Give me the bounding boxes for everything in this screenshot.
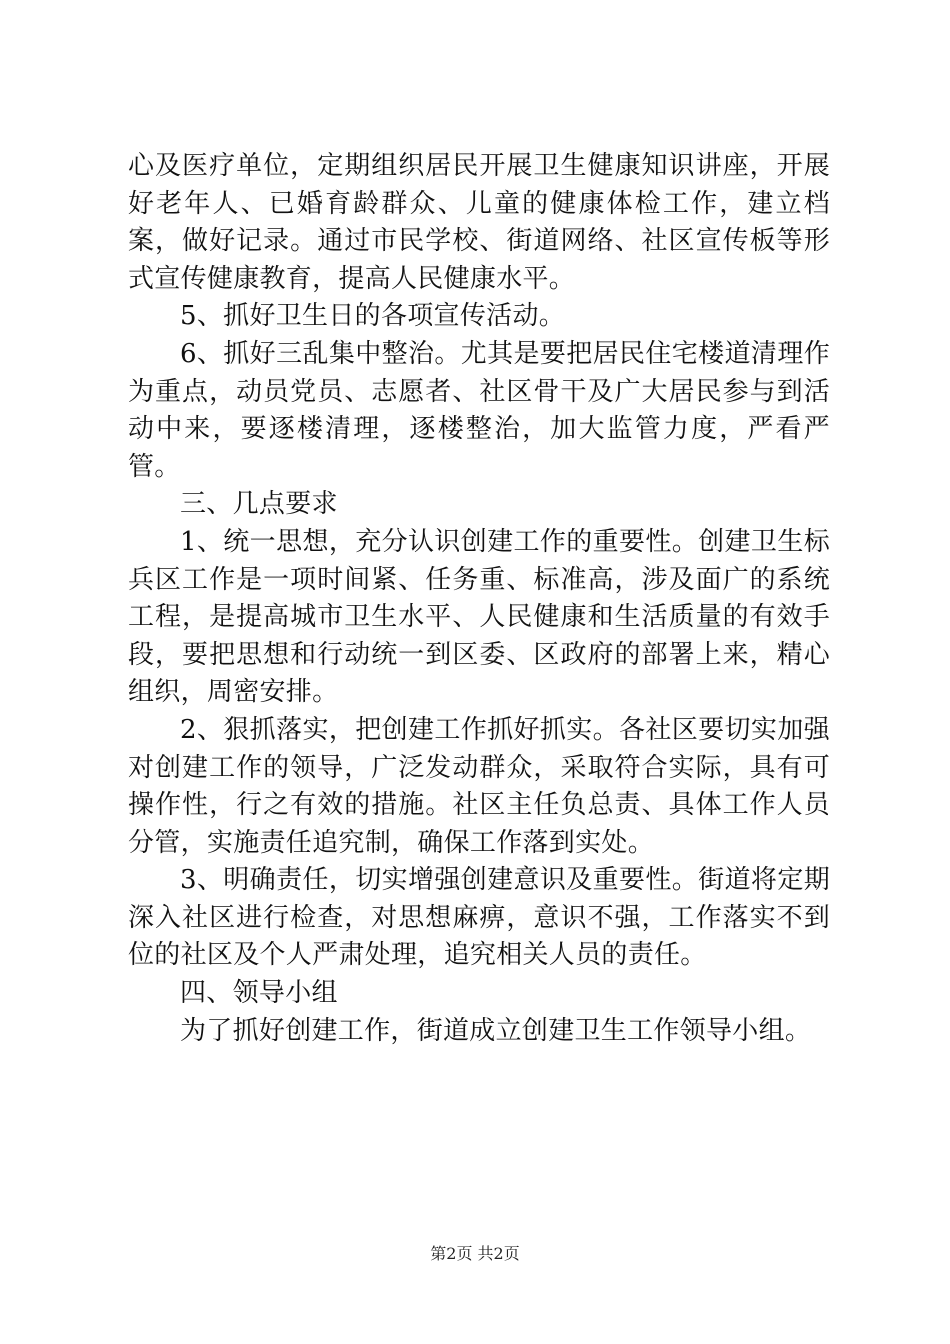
paragraph-requirement-2: 2、狠抓落实，把创建工作抓好抓实。各社区要切实加强对创建工作的领导，广泛发动群众，采取符合实际，具有可操作性，行之有效的措施。社区主任负总责、具体工作人员分管，实施责任追究制，确保工作落到实处。 bbox=[128, 714, 830, 858]
document-body bbox=[128, 148, 830, 1050]
paragraph-requirement-3: 3、明确责任，切实增强创建意识及重要性。街道将定期深入社区进行检查，对思想麻痹，意识不强，工作落实不到位的社区及个人严肃处理，追究相关人员的责任。 bbox=[128, 865, 830, 971]
paragraph-item-5: 5、抓好卫生日的各项宣传活动。 bbox=[180, 301, 566, 332]
paragraph-continuation: 心及医疗单位，定期组织居民开展卫生健康知识讲座，开展好老年人、已婚育龄群众、儿童的健康体检工作，建立档案，做好记录。通过市民学校、街道网络、社区宣传板等形式宣传健康教育，提高人民健康水平。 bbox=[128, 151, 830, 294]
section-heading-leadership: 四、领导小组 bbox=[180, 978, 338, 1009]
paragraph-leadership: 为了抓好创建工作，街道成立创建卫生工作领导小组。 bbox=[180, 1015, 812, 1046]
paragraph-requirement-1: 1、统一思想，充分认识创建工作的重要性。创建卫生标兵区工作是一项时间紧、任务重、标准高，涉及面广的系统工程，是提高城市卫生水平、人民健康和生活质量的有效手段，要把思想和行动统一到区委、区政府的部署上来，精心组织，周密安排。 bbox=[128, 526, 830, 708]
page-number-footer: 第2页 共2页 bbox=[430, 1244, 520, 1263]
section-heading-requirements: 三、几点要求 bbox=[180, 489, 338, 520]
paragraph-item-6: 6、抓好三乱集中整治。尤其是要把居民住宅楼道清理作为重点，动员党员、志愿者、社区骨干及广大居民参与到活动中来，要逐楼清理，逐楼整治，加大监管力度，严看严管。 bbox=[128, 338, 830, 482]
